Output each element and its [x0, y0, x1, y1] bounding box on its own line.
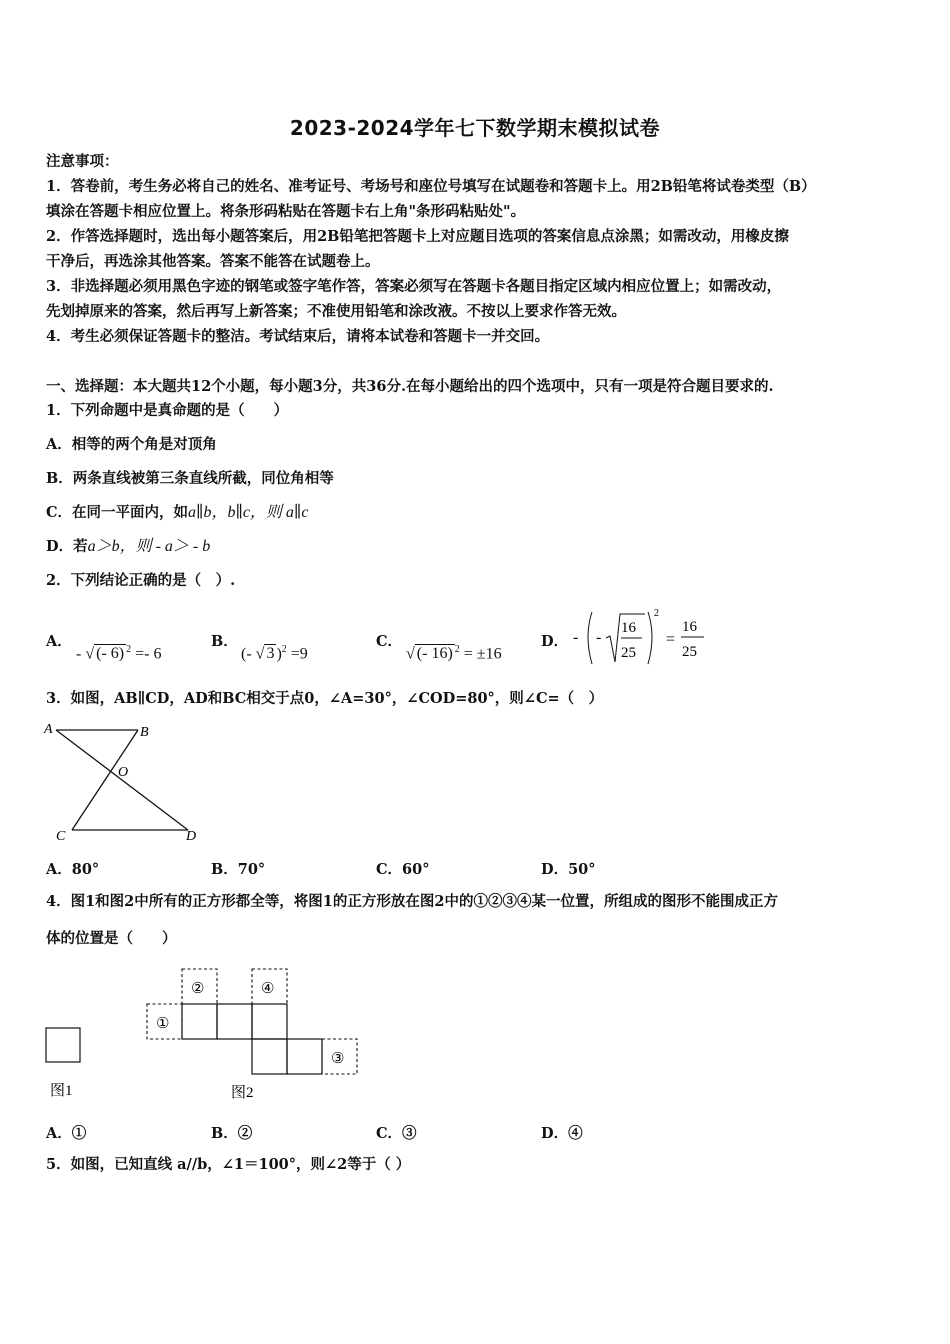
q2-option-a-math: - √ (- 6) $^2$ =- 6 — [76, 644, 162, 663]
q3-option-b: B．70° — [211, 861, 266, 878]
question-1-stem: 1．下列命题中是真命题的是（ ） — [46, 402, 289, 419]
svg-text:-: - — [573, 629, 579, 646]
q1-option-d-text: D．若 — [46, 538, 88, 555]
svg-text:2: 2 — [654, 608, 659, 619]
q3-option-c: C．60° — [376, 861, 430, 878]
q4-mark-4: ④ — [261, 981, 275, 997]
notice-line: 干净后，再选涂其他答案。答案不能答在试题卷上。 — [46, 253, 380, 270]
notice-line: 2．作答选择题时，选出每小题答案后，用2B铅笔把答题卡上对应题目选项的答案信息点涂黑；如需改动，用橡皮擦 — [46, 228, 789, 245]
q2-option-c-label: C． — [376, 633, 403, 650]
question-3-stem: 3．如图，AB∥CD，AD和BC相交于点0，∠A=30°，∠COD=80°，则∠C=（ ） — [46, 690, 604, 707]
q3-option-d: D．50° — [541, 861, 596, 878]
q3-label-c: C — [56, 829, 66, 844]
q4-mark-1: ① — [156, 1016, 170, 1032]
notice-heading: 注意事项： — [46, 153, 119, 170]
q1-option-c-text: C．在同一平面内，如 — [46, 504, 189, 521]
q1-option-d — [46, 537, 906, 557]
section-heading: 一、选择题：本大题共12个小题，每小题3分，共36分.在每小题给出的四个选项中，只有一项是符合题目要求的. — [46, 378, 774, 395]
q4-mark-3: ③ — [331, 1051, 345, 1067]
q1-option-c — [46, 503, 906, 523]
svg-text:16: 16 — [682, 619, 697, 635]
q3-label-o: O — [118, 765, 129, 780]
q1-option-a: A．相等的两个角是对顶角 — [46, 436, 217, 453]
q2-option-b-math: (- √ 3 )$^2$ =9 — [241, 644, 308, 663]
svg-text:=: = — [666, 631, 676, 648]
q4-fig1-square — [46, 1028, 80, 1062]
svg-text:16: 16 — [621, 620, 636, 636]
svg-text:25: 25 — [682, 644, 697, 660]
question-4-stem-cont: 体的位置是（ ） — [46, 930, 177, 947]
q2-option-d-label: D． — [541, 633, 569, 650]
page-title: 2023-2024学年七下数学期末模拟试卷 — [289, 116, 661, 140]
q4-figures — [40, 962, 370, 1108]
q1-option-d-math: a＞b，则 - a＞ - b — [87, 538, 211, 555]
notice-line: 先划掉原来的答案，然后再写上新答案；不准使用铅笔和涂改液。不按以上要求作答无效。 — [46, 303, 626, 320]
q4-mark-2: ② — [191, 981, 205, 997]
notice-line: 填涂在答题卡相应位置上。将条形码粘贴在答题卡右上角"条形码粘贴处"。 — [46, 203, 526, 220]
q2-option-a-label: A． — [46, 633, 72, 650]
question-5-stem: 5．如图，已知直线 a//b，∠1＝100°，则∠2等于（ ） — [46, 1156, 411, 1173]
q1-option-b: B．两条直线被第三条直线所截，同位角相等 — [46, 470, 334, 487]
q3-label-a: A — [44, 722, 53, 737]
q3-option-a: A．80° — [46, 861, 100, 878]
q4-option-b: B．② — [211, 1125, 253, 1142]
q3-label-d: D — [186, 829, 197, 844]
q3-figure — [40, 718, 210, 846]
notice-line: 4．考生必须保证答题卡的整洁。考试结束后，请将本试卷和答题卡一并交回。 — [46, 328, 550, 345]
q4-option-c: C．③ — [376, 1125, 417, 1142]
q4-option-a: A．① — [46, 1125, 87, 1142]
q4-fig2-caption: 图2 — [231, 1085, 254, 1101]
notice-line: 1．答卷前，考生务必将自己的姓名、准考证号、考场号和座位号填写在试题卷和答题卡上。用2B铅笔将试卷类型（B） — [46, 178, 816, 195]
q1-option-c-math: a∥b，b∥c，则 a∥c — [188, 504, 309, 521]
question-2-stem: 2．下列结论正确的是（ ）. — [46, 572, 236, 589]
notice-line: 3．非选择题必须用黑色字迹的钢笔或签字笔作答，答案必须写在答题卡各题目指定区域内相应位置上；如需改动， — [46, 278, 782, 295]
q4-option-d: D．④ — [541, 1125, 583, 1142]
q4-fig1-caption: 图1 — [50, 1083, 73, 1099]
q2-option-d-math — [570, 602, 710, 668]
question-4-stem: 4．图1和图2中所有的正方形都全等，将图1的正方形放在图2中的①②③④某一位置，所组成的图形不能围成正方 — [46, 893, 778, 910]
q2-option-c-math: √ (- 16) $^2$ = ±16 — [406, 644, 502, 663]
q3-label-b: B — [140, 725, 149, 740]
svg-text:-: - — [596, 629, 602, 646]
q2-option-b-label: B． — [211, 633, 238, 650]
svg-text:25: 25 — [621, 645, 636, 661]
